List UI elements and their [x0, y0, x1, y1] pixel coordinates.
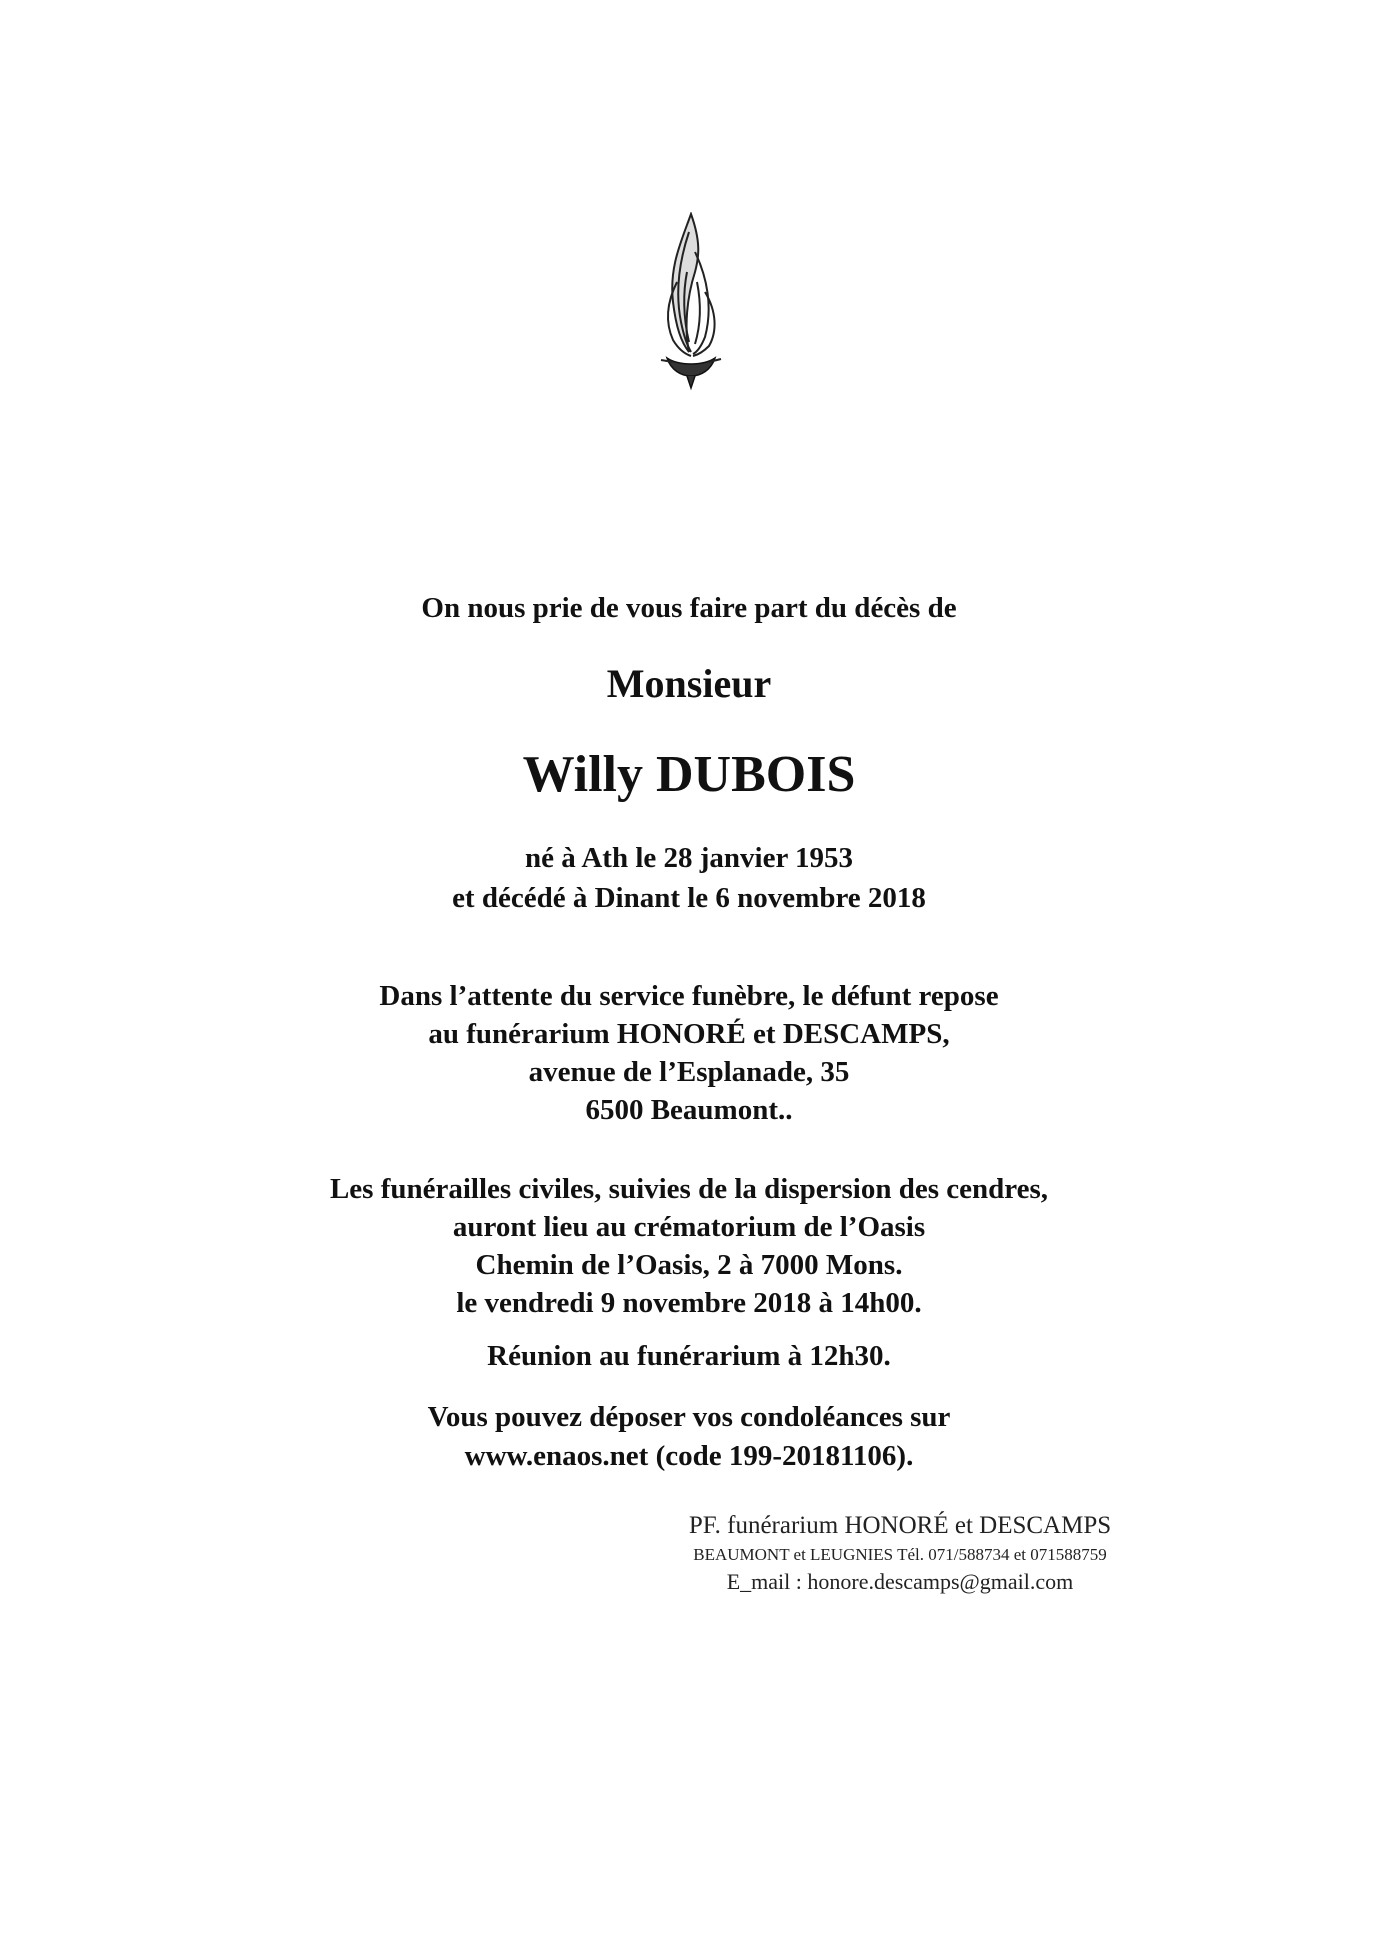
civility-text: [0, 660, 1378, 707]
funeral-line: le vendredi 9 novembre 2018 à 14h00.: [456, 1287, 922, 1319]
funeral-line: Les funérailles civiles, suivies de la dispersion des cendres,: [329, 1173, 1049, 1205]
resting-place: [0, 977, 1378, 1129]
death-line: et décédé à Dinant le 6 novembre 2018: [452, 882, 926, 914]
funeral-home-footer: [600, 1510, 1200, 1596]
rest-line: Dans l’attente du service funèbre, le défunt repose: [379, 980, 999, 1012]
rest-line: au funérarium HONORÉ et DESCAMPS,: [428, 1018, 950, 1050]
condolences-link: www.enaos.net (code 199-20181106).: [464, 1440, 914, 1472]
funeral-home-email: E_mail : honore.descamps@gmail.com: [726, 1569, 1074, 1594]
funeral-line: Chemin de l’Oasis, 2 à 7000 Mons.: [475, 1249, 903, 1281]
flame-icon: [651, 212, 731, 392]
rest-line: avenue de l’Esplanade, 35: [528, 1056, 850, 1088]
funeral-home-name: PF. funérarium HONORÉ et DESCAMPS: [688, 1512, 1112, 1539]
meeting-line: Réunion au funérarium à 12h30.: [487, 1340, 891, 1372]
intro-text: [0, 592, 1378, 625]
intro-line: On nous prie de vous faire part du décès de: [421, 592, 957, 624]
birth-line: né à Ath le 28 janvier 1953: [524, 842, 854, 874]
name-line: Willy DUBOIS: [522, 746, 856, 803]
funeral-home-phones: BEAUMONT et LEUGNIES Tél. 071/588734 et 071588759: [693, 1545, 1107, 1564]
civility-line: Monsieur: [606, 661, 772, 706]
funeral-details: [0, 1170, 1378, 1322]
life-dates: [0, 838, 1378, 918]
meeting-time: [0, 1340, 1378, 1373]
funeral-line: auront lieu au crématorium de l’Oasis: [452, 1211, 926, 1243]
deceased-name: [0, 745, 1378, 804]
rest-line: 6500 Beaumont..: [585, 1094, 793, 1126]
condolences-info: [0, 1398, 1378, 1476]
condolences-line: Vous pouvez déposer vos condoléances sur: [427, 1401, 951, 1433]
